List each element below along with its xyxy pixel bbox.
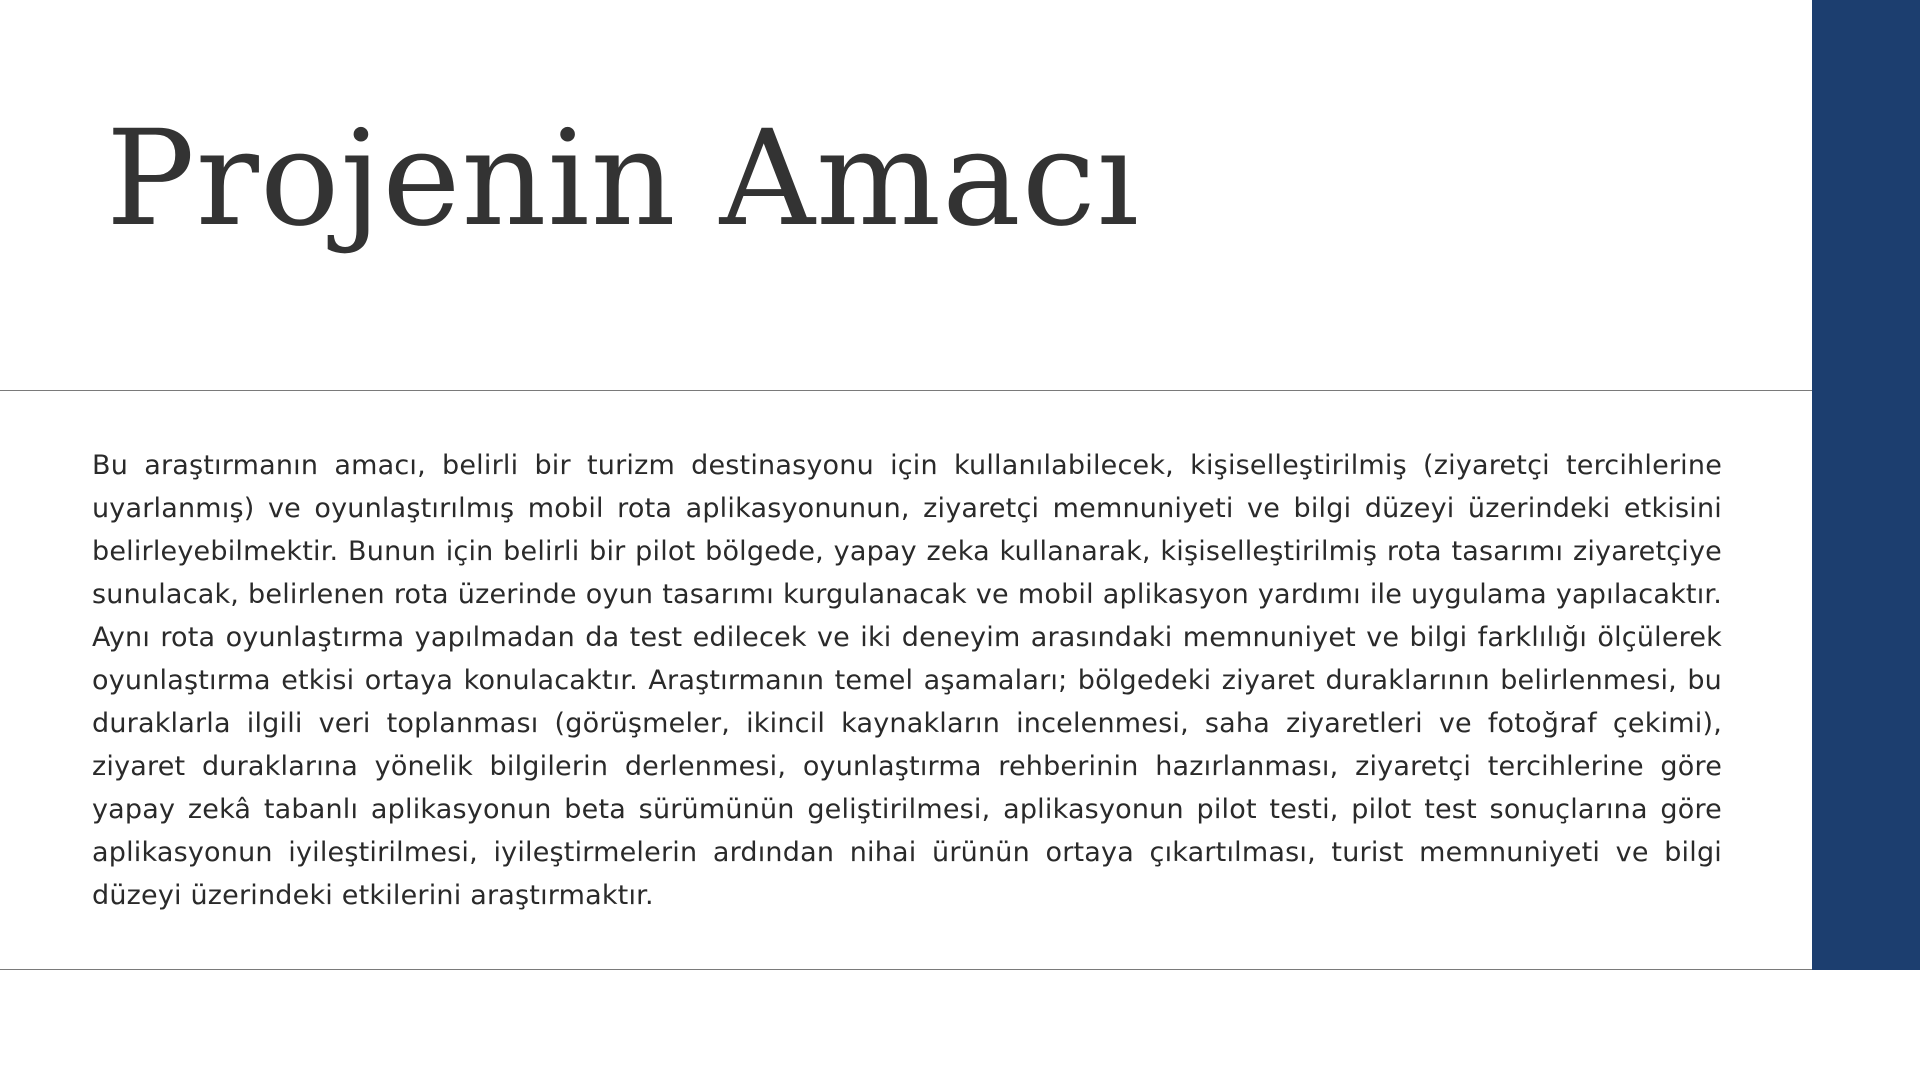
top-divider (0, 390, 1812, 391)
slide-title: Projenin Amacı (106, 102, 1140, 256)
bottom-divider (0, 969, 1812, 970)
accent-side-bar (1812, 0, 1920, 970)
body-paragraph: Bu araştırmanın amacı, belirli bir turizm destinasyonu için kullanılabilecek, kişiselleştirilmiş (ziyaretçi tercihlerine uyarlanmış) ve oyunlaştırılmış mobil rota aplikasyonunun, ziyaretçi memnuniyeti ve bilgi düzeyi üzerindeki etkisini belirleyebilmektir. Bunun için belirli bir pilot bölgede, yapay zeka kullanarak, kişiselleştirilmiş rota tasarımı ziyaretçiye sunulacak, belirlenen rota üzerinde oyun tasarımı kurgulanacak ve mobil aplikasyon yardımı ile uygulama yapılacaktır. Aynı rota oyunlaştırma yapılmadan da test edilecek ve iki deneyim arasındaki memnuniyet ve bilgi farklılığı ölçülerek oyunlaştırma etkisi ortaya konulacaktır. Araştırmanın temel aşamaları; bölgedeki ziyaret duraklarının belirlenmesi, bu duraklarla ilgili veri toplanması (görüşmeler, ikincil kaynakların incelenmesi, saha ziyaretleri ve fotoğraf çekimi), ziyaret duraklarına yönelik bilgilerin derlenmesi, oyunlaştırma rehberinin hazırlanması, ziyaretçi tercihlerine göre yapay zekâ tabanlı aplikasyonun beta sürümünün geliştirilmesi, aplikasyonun pilot testi, pilot test sonuçlarına göre aplikasyonun iyileştirilmesi, iyileştirmelerin ardından nihai ürünün ortaya çıkartılması, turist memnuniyeti ve bilgi düzeyi üzerindeki etkilerini araştırmaktır. (92, 450, 1722, 911)
